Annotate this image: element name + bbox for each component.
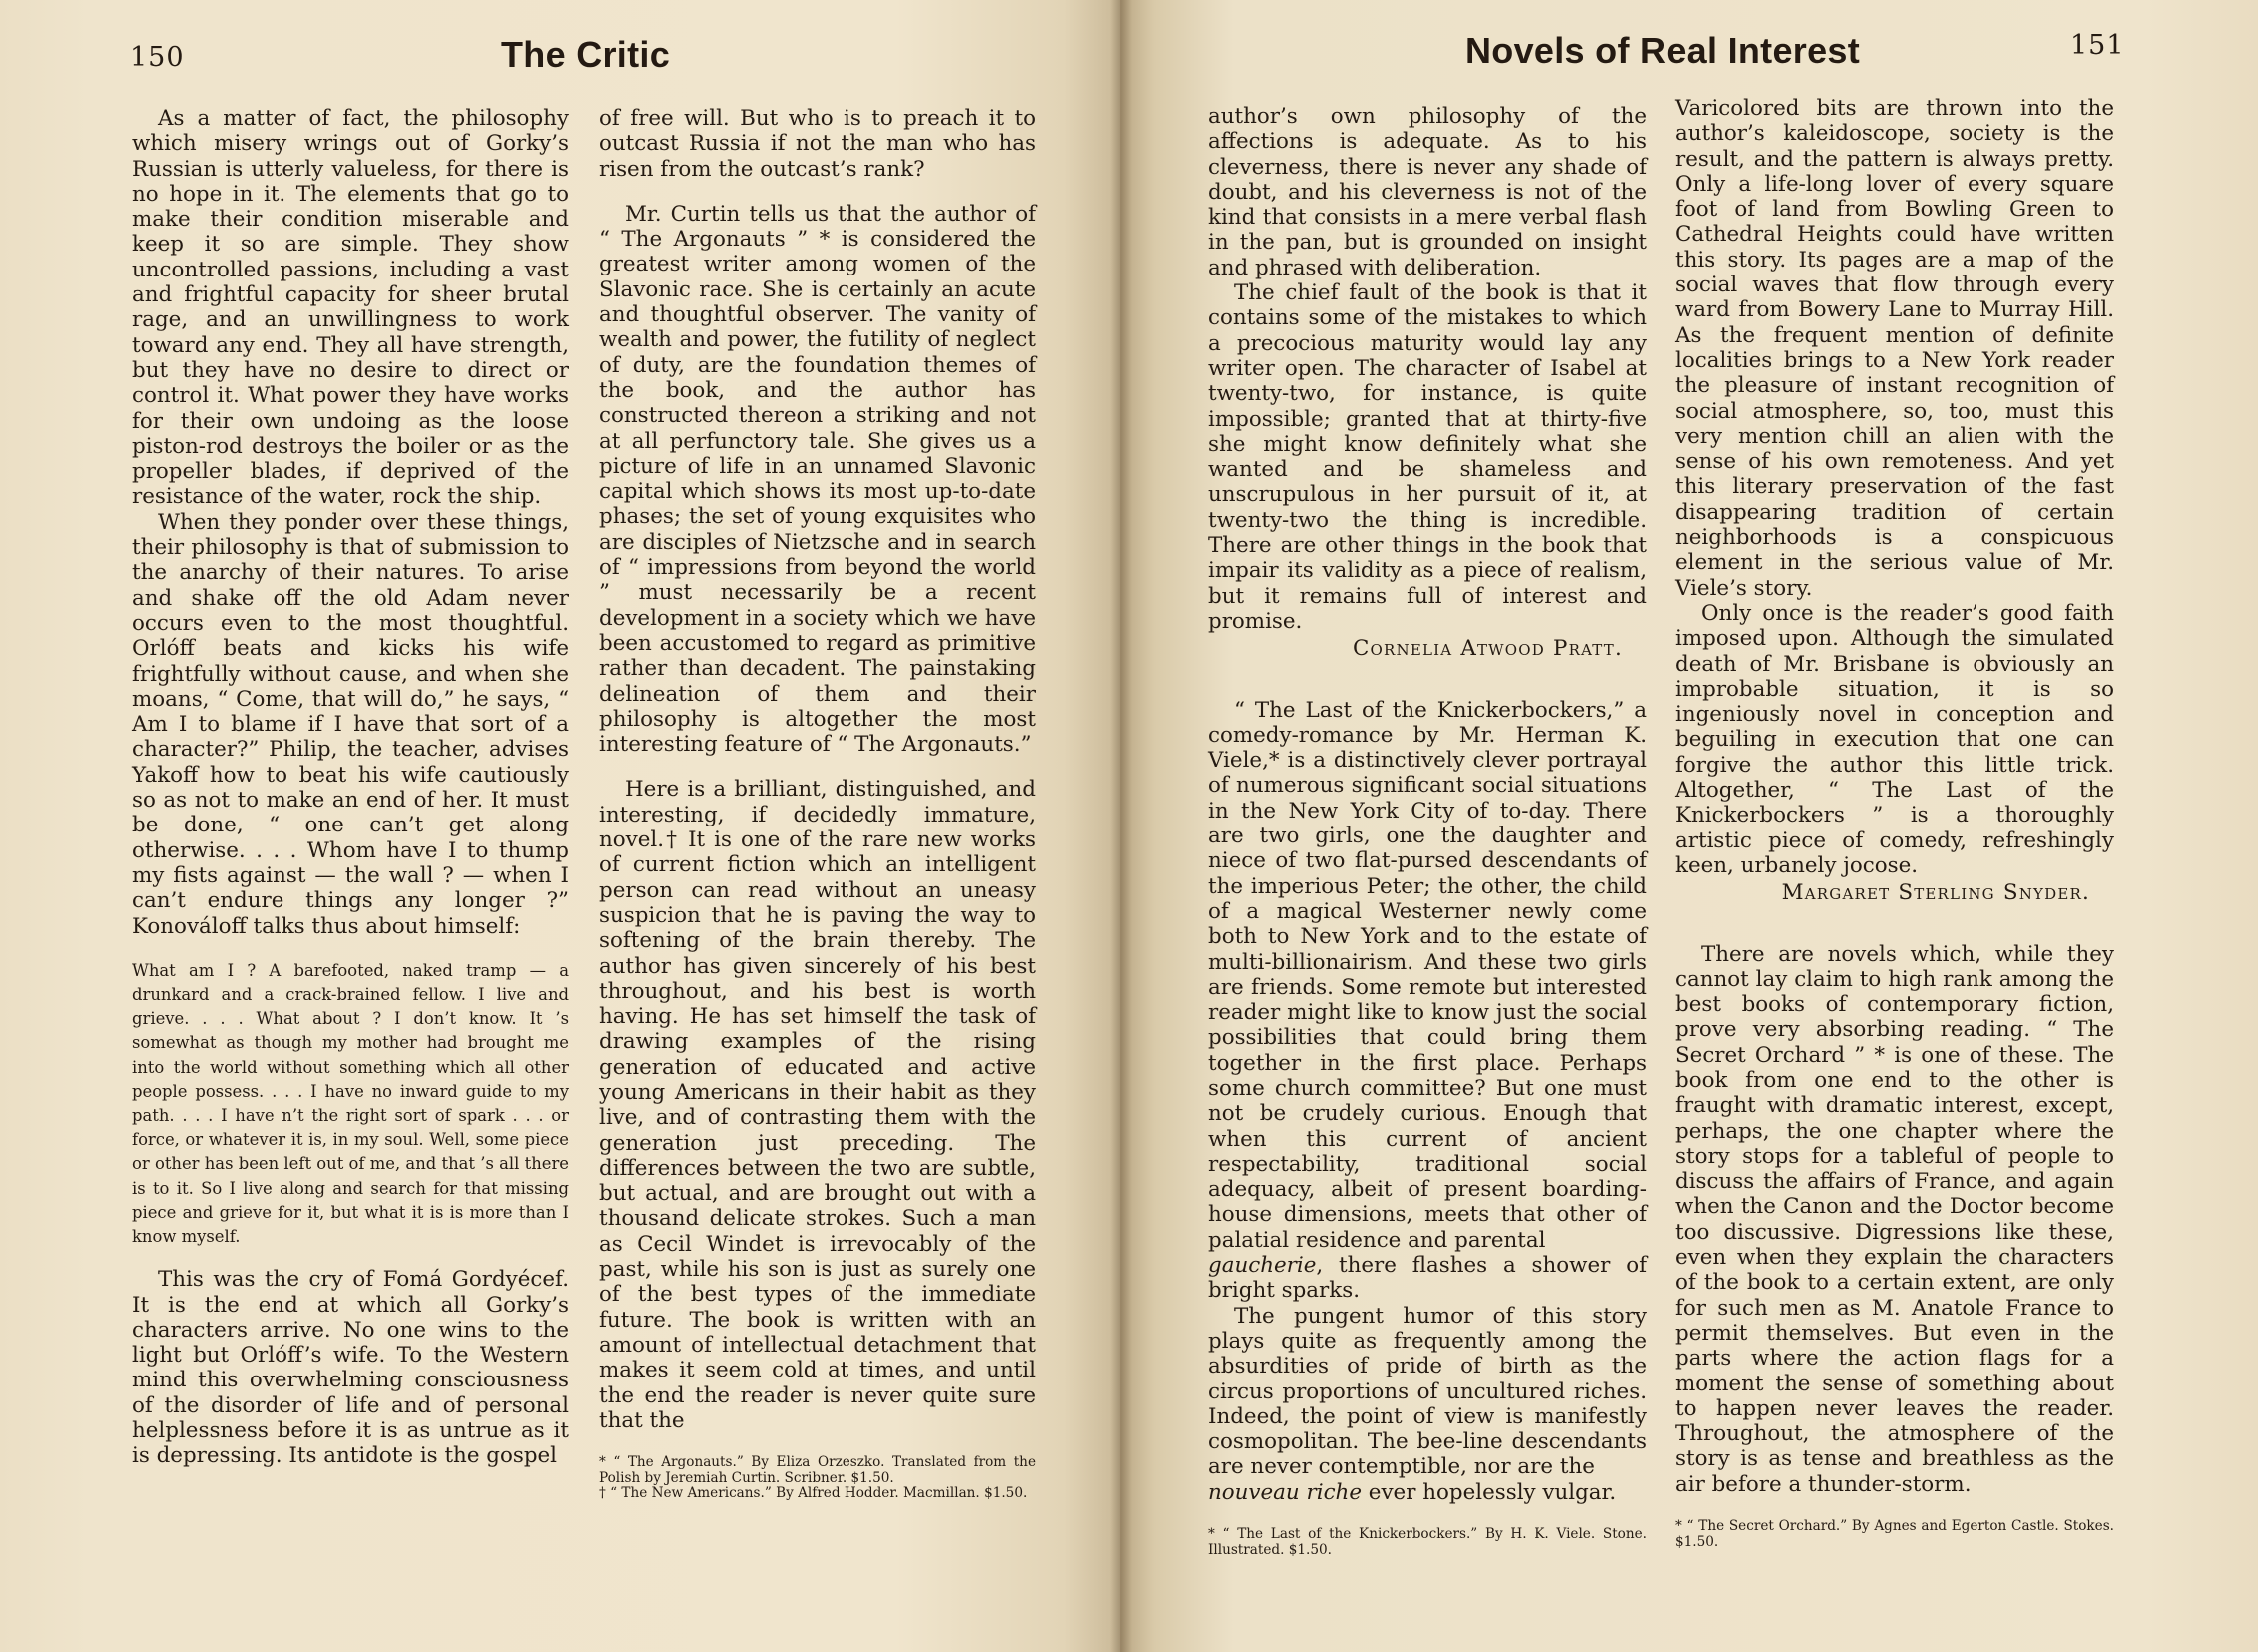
paragraph: Mr. Curtin tells us that the author of “ The Argonauts ” * is considered the greatest writer among women of the Slavonic race. She is certainly an acute and thoughtful observer. The vanity of wealth and power, the futility of neglect of duty, are the foundation themes of the book, and the author has constructed thereon a striking and not at all perfunctory tale. She gives us a picture of life in an unnamed Slavonic capital which shows its most up-to-date phases; the set of young exquisites who are disciples of Nietzsche and in search of “ impressions from beyond the world ” must necessarily be a recent development in a society which we have been accustomed to regard as primitive rather than decadent. The painstaking delineation of them and their philosophy is altogether the most interesting feature of “ The Argonauts.”: [599, 201, 1036, 758]
book-gutter: [1110, 0, 1132, 1652]
author-signature: Margaret Sterling Snyder.: [1781, 880, 2090, 906]
paragraph-continued: [1208, 1253, 1647, 1304]
footnotes: [1675, 1519, 2114, 1550]
column-right-1: [1208, 104, 1647, 1558]
footnote: * “ The Last of the Knickerbockers.” By H. K. Viele. Stone. Illustrated. $1.50.: [1208, 1526, 1647, 1558]
right-page: [1120, 0, 2258, 1652]
emphasis: gaucherie: [1208, 1253, 1317, 1279]
running-head: Novels of Real Interest: [1465, 30, 1861, 71]
column-left-1: [132, 106, 569, 1543]
page-number: 151: [2070, 30, 2125, 61]
paragraph: author’s own philosophy of the affections is adequate. As to his cleverness, there is never any shade of doubt, and his cleverness is not of the kind that consists in a mere verbal flash in the pan, but is grounded on insight and phrased with deliberation.: [1208, 104, 1647, 280]
paragraph: When they ponder over these things, their philosophy is that of submission to the anarchy of their natures. To arise and shake off the old Adam never occurs even to the most thoughtful. Orlóff beats and kicks his wife frightfully without cause, and when she moans, “ Come, that will do,” he says, “ Am I to blame if I have that sort of a character?” Philip, the teacher, advises Yakoff how to beat his wife cautiously so as not to make an end of her. It must be done, “ one can’t get along otherwise. . . . Whom have I to thump my fists against — the wall ? — when I can’t endure things any longer ?” Konováloff talks thus about himself:: [132, 509, 569, 939]
paragraph: There are novels which, while they cannot lay claim to high rank among the best books of contemporary fiction, prove very absorbing reading. “ The Secret Orchard ” * is one of these. The book from one end to the other is fraught with dramatic interest, except, perhaps, the one chapter where the story stops for a tableful of people to discuss the affairs of France, and again when the Canon and the Doctor become too discussive. Digressions like these, even when they explain the characters of the book to a certain extent, are only for such men as M. Anatole France to permit themselves. But even in the parts where the action flags for a moment the sense of something about to happen never leaves the reader. Throughout, the atmosphere of the story is as tense and breathless as the air before a thunder-storm.: [1675, 941, 2114, 1497]
footnotes: [599, 1455, 1036, 1502]
emphasis: nouveau riche: [1208, 1479, 1362, 1505]
paragraph: Only once is the reader’s good faith imposed upon. Although the simulated death of Mr. Brisbane is obviously an improbable situation, it is so ingeniously novel in conception and beguiling in execution that one can forgive the author this little trick. Altogether, “ The Last of the Knickerbockers ” is a thoroughly artistic piece of comedy, refreshingly keen, urbanely jocose.: [1675, 600, 2114, 878]
paragraph: As a matter of fact, the philosophy which misery wrings out of Gorky’s Russian is utterly valueless, for there is no hope in it. The elements that go to make their condition miserable and keep it so are simple. They show uncontrolled passions, including a vast and frightful capacity for sheer brutal rage, and an unwillingness to work toward any end. They all have strength, but they have no desire to direct or control it. What power they have works for their own undoing as the loose piston-rod destroys the boiler or as the propeller blades, if deprived of the resistance of the water, rock the ship.: [132, 106, 569, 510]
paragraph: Varicolored bits are thrown into the author’s kaleidoscope, society is the result, and the pattern is always pretty. Only a life-long lover of every square foot of land from Bowling Green to Cathedral Heights could have written this story. Its pages are a map of the social waves that flow through every ward from Bowery Lane to Murray Hill. As the frequent mention of definite localities brings to a New York reader the pleasure of instant recognition of social atmosphere, so, too, must this very mention chill an alien with the sense of his own remoteness. And yet this literary preservation of the fast disappearing tradition of certain neighborhoods is a conspicuous element in the serious value of Mr. Viele’s story.: [1675, 96, 2114, 601]
text: ever hopelessly vulgar.: [1362, 1479, 1617, 1505]
paragraph: “ The Last of the Knickerbockers,” a comedy-romance by Mr. Herman K. Viele,* is a distinctively clever portrayal of numerous significant social situations in the New York City of to-day. There are two girls, one the daughter and niece of two flat-pursed descendants of the imperious Peter; the other, the child of a magical Westerner newly come both to New York and to the estate of multi-billionairism. And these two girls are friends. Some remote but interested reader might like to know just the social possibilities that could bring them together in the first place. Perhaps some church committee? But one must not be crudely curious. Enough that when this current of ancient respectability, traditional social adequacy, albeit of present boarding-house dimensions, meets that other of palatial residence and parental: [1208, 697, 1647, 1253]
paragraph: The chief fault of the book is that it contains some of the mistakes to which a precocious maturity would lay any writer open. The character of Isabel at twenty-two, for instance, is quite impossible; granted that at thirty-five she might know definitely what she wanted and be shameless and unscrupulous in her pursuit of it, at twenty-two the thing is incredible. There are other things in the book that impair its validity as a piece of realism, but it remains full of interest and promise.: [1208, 280, 1647, 634]
footnotes: [1208, 1527, 1647, 1558]
footnote: * “ The Secret Orchard.” By Agnes and Egerton Castle. Stokes. $1.50.: [1675, 1518, 2114, 1550]
left-page: [0, 0, 1120, 1652]
text: , there flashes a shower of bright sparks.: [1208, 1253, 1647, 1304]
page-number: 150: [130, 42, 185, 73]
author-signature: Cornelia Atwood Pratt.: [1352, 636, 1623, 662]
paragraph: of free will. But who is to preach it to outcast Russia if not the man who has risen from the outcast’s rank?: [599, 106, 1036, 182]
column-right-2: [1675, 96, 2114, 1550]
paragraph: Here is a brilliant, distinguished, and interesting, if decidedly immature, novel.† It is one of the rare new works of current fiction which an intelligent person can read without an uneasy suspicion that he is paving the way to softening of the brain thereby. The author has given sincerely of his best throughout, and his best is worth having. He has set himself the task of drawing examples of the rising generation of educated and active young Americans in their habit as they live, and of contrasting them with the generation just preceding. The differences between the two are subtle, but actual, and are brought out with a thousand delicate strokes. Such a man as Cecil Windet is irrevocably of the past, while his son is just as surely one of the best types of the immediate future. The book is written with an amount of intellectual detachment that makes it seem cold at times, and until the end the reader is never quite sure that the: [599, 777, 1036, 1433]
running-head: The Critic: [501, 34, 671, 75]
column-left-2: [599, 106, 1036, 1543]
block-quote: What am I ? A barefooted, naked tramp — a drunkard and a crack-brained fellow. I live and grieve. . . . What about ? I don’t know. It ’s somewhat as though my mother had brought me into the world without something which all other people possess. . . . I have no inward guide to my path. . . . I have n’t the right sort of spark . . . or force, or whatever it is, in my soul. Well, some piece or other has been left out of me, and that ’s all there is to it. So I live along and search for that missing piece and grieve for it, but what it is is more than I know myself.: [132, 960, 569, 1247]
footnote: † “ The New Americans.” By Alfred Hodder. Macmillan. $1.50.: [599, 1485, 1028, 1502]
paragraph-continued: [1208, 1480, 1647, 1505]
paragraph: This was the cry of Fomá Gordyécef. It is the end at which all Gorky’s characters arrive. No one wins to the light but Orlóff’s wife. To the Western mind this overwhelming consciousness of the disorder of life and of personal helplessness before it is as untrue as it is depressing. Its antidote is the gospel: [132, 1267, 569, 1469]
footnote: * “ The Argonauts.” By Eliza Orzeszko. Translated from the Polish by Jeremiah Curtin. Scribner. $1.50.: [599, 1454, 1036, 1486]
paragraph: The pungent humor of this story plays quite as frequently among the absurdities of pride of birth as the circus proportions of uncultured riches. Indeed, the point of view is manifestly cosmopolitan. The bee-line descendants are never contemptible, nor are the: [1208, 1303, 1647, 1480]
